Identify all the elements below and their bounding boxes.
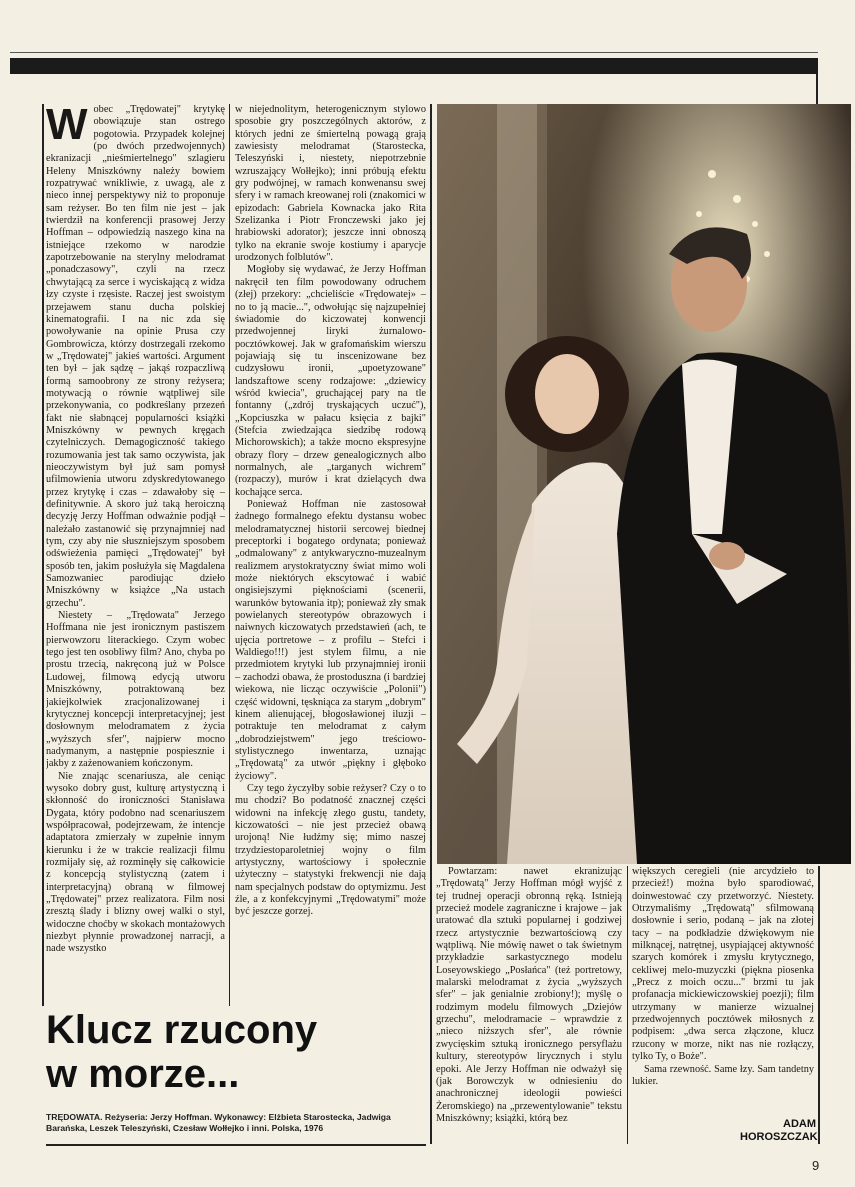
film-still-photo: [437, 104, 851, 864]
top-hairline: [10, 52, 818, 53]
paragraph: Niestety – „Trędowata" Jerzego Hoffmana nie jest ironicznym pastiszem pierwowzoru literackiego. Czym wobec tego jest ten osobliwy film? Ano, chyba po prostu trzecią, nakręconą już w Polsce Ludowej, filmową edycją utworu Mniszkówny, potraktowaną bez jakiejkolwiek zracjonalizowanej i krytycznej koncepcji interpretacyjnej; jest dosłownym melodramatem z życia „wyższych sfer", najpierw mocno nadymanym, a następnie pospiesznie i jakby z zażenowaniem kończonym.: [46, 610, 225, 770]
paragraph: Sama rzewność. Same łzy. Sam tandetny lukier.: [632, 1063, 814, 1087]
article-column-1: [46, 104, 225, 1008]
paragraph: większych ceregieli (nie arcydzieło to przecież!) można było sparodiować, doinwestować czy przetworzyć. Niestety. Otrzymaliśmy „Trędowatą" sfilmowaną dosłownie i serio, podaną – jak na złotej tacy – na podkładzie dźwiękowym nie milknącej, natrętnej, usypiającej aktywność szarych komórek i zmysłu krytycznego, cekliwej melo-muzyczki (piękna piosenka „Precz z moich oczu..." brzmi tu jak profanacja mickiewiczowskiej poezji); film utrzymany w manierze wizualnej przedwojennych pocztówek miłosnych z podpisem: „dwa serca złączone, klucz rzucony w morze, nikt nas nie rozłączy, tylko Ty, o Boże".: [632, 866, 814, 1063]
article-headline: [46, 1008, 426, 1096]
left-frame-rule: [42, 104, 44, 1006]
paragraph-text: obec „Trędowatej" krytykę obowiązuje stan ostrego pogotowia. Przypadek kolejnej (po dwóch przedwojennych) ekranizacji „nieśmiertelnego" szlagieru Heleny Mniszkówny należy bowiem rozpatrywać wnikliwie, z uwagą, ale z nieco innej perspektywy niż to proponuje sam reżyser. Bo ten film nie jest – jak twierdził na konferencji prasowej Jerzy Hoffman – odpowiedzią naszego kina na istniejące rzekomo w narodzie zapotrzebowanie na sterylny melodramat „ponadczasowy", czyli na rzecz chwytającą za serce i wyciskającą z widza łzy czyste i rzęsiste. Raczej jest swoistym przejawem stanu ducha polskiej kinematografii. I na nic zda się powoływanie na opinie Prusa czy Gombrowicza, którzy dostrzegali rzekomo w „Trędowatej" jakieś wartości. Argument ten był – jak sądzę – jakąś rozpaczliwą formą samoobrony ze strony reżysera; motywacją o równie wątpliwej sile przekonywania, co podkreślany przezeń fakt nie słabnącej popularności książki Mniszkówny w pewnych kręgach czytelniczych. Demagogiczność takiego rozumowania jest tak samo oczywista, jak nieoczywistym był już sam pomysł ufilmowienia utworu zdyskredytowanego przez krytykę i czas – zdawałoby się – definitywnie. A skoro już taką heroiczną decyzję Jerzy Hoffman odważnie podjął – należało zastanowić się przynajmniej nad tym, czy aby nie słuszniejszym sposobem odświeżenia pamięci „Trędowatej" był sposób ten, jakim posłużyła się Magdalena Samozwaniec parodiując dzieło Mniszkówny w książce „Na ustach grzechu".: [46, 104, 225, 609]
top-black-bar: [10, 58, 818, 74]
paragraph: Nie znając scenariusza, ale ceniąc wysoko dobry gust, kulturę artystyczną i skłonność do ironiczności Stanisława Dygata, który podobno nad scenariuszem współpracował, podejrzewam, że intencje adaptatora zmierzały w zupełnie innym kierunku i że w trakcie realizacji filmu rozmijały się, aż rozminęły się całkowicie z koncepcją stylistyczną (zatem i interpretacyjną) obraną w filmowej „Trędowatej" przez realizatora. Film nosi zresztą ślady i blizny owej walki o styl, widoczne choćby w skokach montażowych niezbyt płynnie prowadzonej narracji, a nade wszystko: [46, 770, 225, 955]
page-number: 9: [812, 1158, 820, 1173]
article-column-3: [436, 866, 622, 1146]
column-rule-1: [229, 104, 230, 1006]
paragraph: w niejednolitym, heterogenicznym stylowo sposobie gry poszczególnych aktorów, z których jedni ze śmiertelną powagą grają zawiesisty melodramat (Starostecka, Teleszyński i, niestety, niepotrzebnie wzruszający Wołłejko); inni próbują efektu gry podwójnej, w ramach konwenansu swej sfery i w ramach kreowanej roli (znakomici w epizodach: Gabriela Kownacka jako Rita Szelizanka i Piotr Fronczewski jako jej hrabiowski adorator); jeszcze inni obnoszą tylko na ekranie swoje kostiumy i aparycje urodzonych folblutów".: [235, 104, 426, 264]
paragraph: Ponieważ Hoffman nie zastosował żadnego formalnego efektu dystansu wobec melodramatycznej historii sercowej biednej preceptorki i bogatego ordynata; ponieważ „odmalowany" z antykwaryczno-muzealnym realizmem arystokratyczny świat mimo woli może niektórych ekscytować i wabić ongisiejszymi pięknościami (scenerii, warunków bytowania itp); ponieważ zły smak powielanych stereotypów obrazowych i naiwnych kiczowatych przedstawień (ach, te ujęcia portretowe – z profilu – Stefci i Waldiego!!!) jest stylem filmu, a nie przedmiotem krytyki lub przynajmniej ironii – zachodzi obawa, że prostoduszna (i bardziej wiekowa, nie licząc oczywiście „Polonii") część widowni, tęskniąca za starym „dobrym" kinem alienującej, błogosławionej iluzji – potraktuje ten melodramat z całym „dobrodziejstwem" jego treściowo-stylistycznego inwentarza, uznając „Trędowatą" za utwór „piękny i głęboko życiowy".: [235, 499, 426, 782]
author-first-name: ADAM: [783, 1118, 816, 1130]
headline-line: Klucz rzucony: [46, 1008, 318, 1052]
author-last-name: HOROSZCZAK: [740, 1131, 818, 1143]
paragraph: Powtarzam: nawet ekranizując „Trędowatą" Jerzy Hoffman mógł wyjść z tej trudnej operacji obronną ręką. Istnieją przecież modele zagraniczne i krajowe – jak uratować dla sztuki popularnej i godziwej rzecz artystycznie bezwartościową czy wątpliwą. Nie mówię nawet o tak świetnym przykładzie sarkastycznego modelu Loseyowskiego „Posłańca" (też portretowy, malarski melodramat z życia „wyższych sfer" – jak genialnie zrobiony!); myślę o rodzimym modelu filmowych „Dziejów grzechu", melodramacie – wprawdzie z „nieco niższych sfer", ale równie zwycięskim sztuką ironicznego persyflażu kultury, stereotypów lirycznych i stylu epoki. Ale Jerzy Hoffman nie odważył się (jak Borowczyk w odniesieniu do anachronicznej ideologii powieści Żeromskiego) na „przewentylowanie" tekstu Mniszkówny; książki, którą bez: [436, 866, 622, 1124]
paragraph: [46, 104, 225, 610]
paragraph: Czy tego życzyłby sobie reżyser? Czy o to mu chodzi? Bo podatność znacznej części widowni na infekcję złego gustu, tandety, kiczowatości – nie jest przecież obawą urojoną! Nie łudźmy się; mimo naszej trzydziestoparoletniej wojny o film artystyczny, wartościowy i społecznie użyteczny – statystyki frekwencji nie dają nam specjalnych podstaw do optymizmu. Jest źle, a z konfekcyjnymi „Trędowatymi" może być jeszcze gorzej.: [235, 782, 426, 918]
column-rule-2: [430, 104, 432, 1144]
right-frame-rule: [818, 866, 820, 1144]
film-credits: TRĘDOWATA. Reżyseria: Jerzy Hoffman. Wykonawcy: Elżbieta Starostecka, Jadwiga Barańska, Leszek Teleszyński, Czesław Wołłejko i inni. Polska, 1976: [46, 1112, 391, 1133]
column-rule-3: [627, 866, 628, 1144]
article-column-2: [235, 104, 426, 1004]
film-still-illustration: [437, 104, 851, 864]
right-top-rule: [816, 74, 818, 104]
drop-cap: W: [46, 104, 88, 149]
headline-line: w morze...: [46, 1052, 240, 1096]
author-byline: [740, 1118, 816, 1144]
article-column-4: [632, 866, 814, 1106]
paragraph: Mogłoby się wydawać, że Jerzy Hoffman nakręcił ten film powodowany odruchem (złej) przekory: „chcieliście «Trędowatej» – no to ją macie...", odwołując się najzupełniej świadomie do kiczowatej konwencji przedwojennej liryki żurnalowo-pocztówkowej. Jak w grafomańskim wierszu pojawiają się tu inscenizowane bez cudzysłowu ironii, „upoetyzowane" landszaftowe sceny rodzajowe: „dziewicy wśród kwiecia", gruchającej pary na tle fontanny („zdrój tryskających uczuć"), „Kopciuszka w pałacu księcia z bajki" (Stefcia zwiedzająca siedzibę rodową Michorowskich); a także mocno ekspresyjne obrazy flory – drzew genealogicznych albo normalnych, ale „targanych wichrem" (rozpaczy), murów i krat dzielących dwa kochające serca.: [235, 264, 426, 498]
credits-rule: [46, 1144, 426, 1146]
